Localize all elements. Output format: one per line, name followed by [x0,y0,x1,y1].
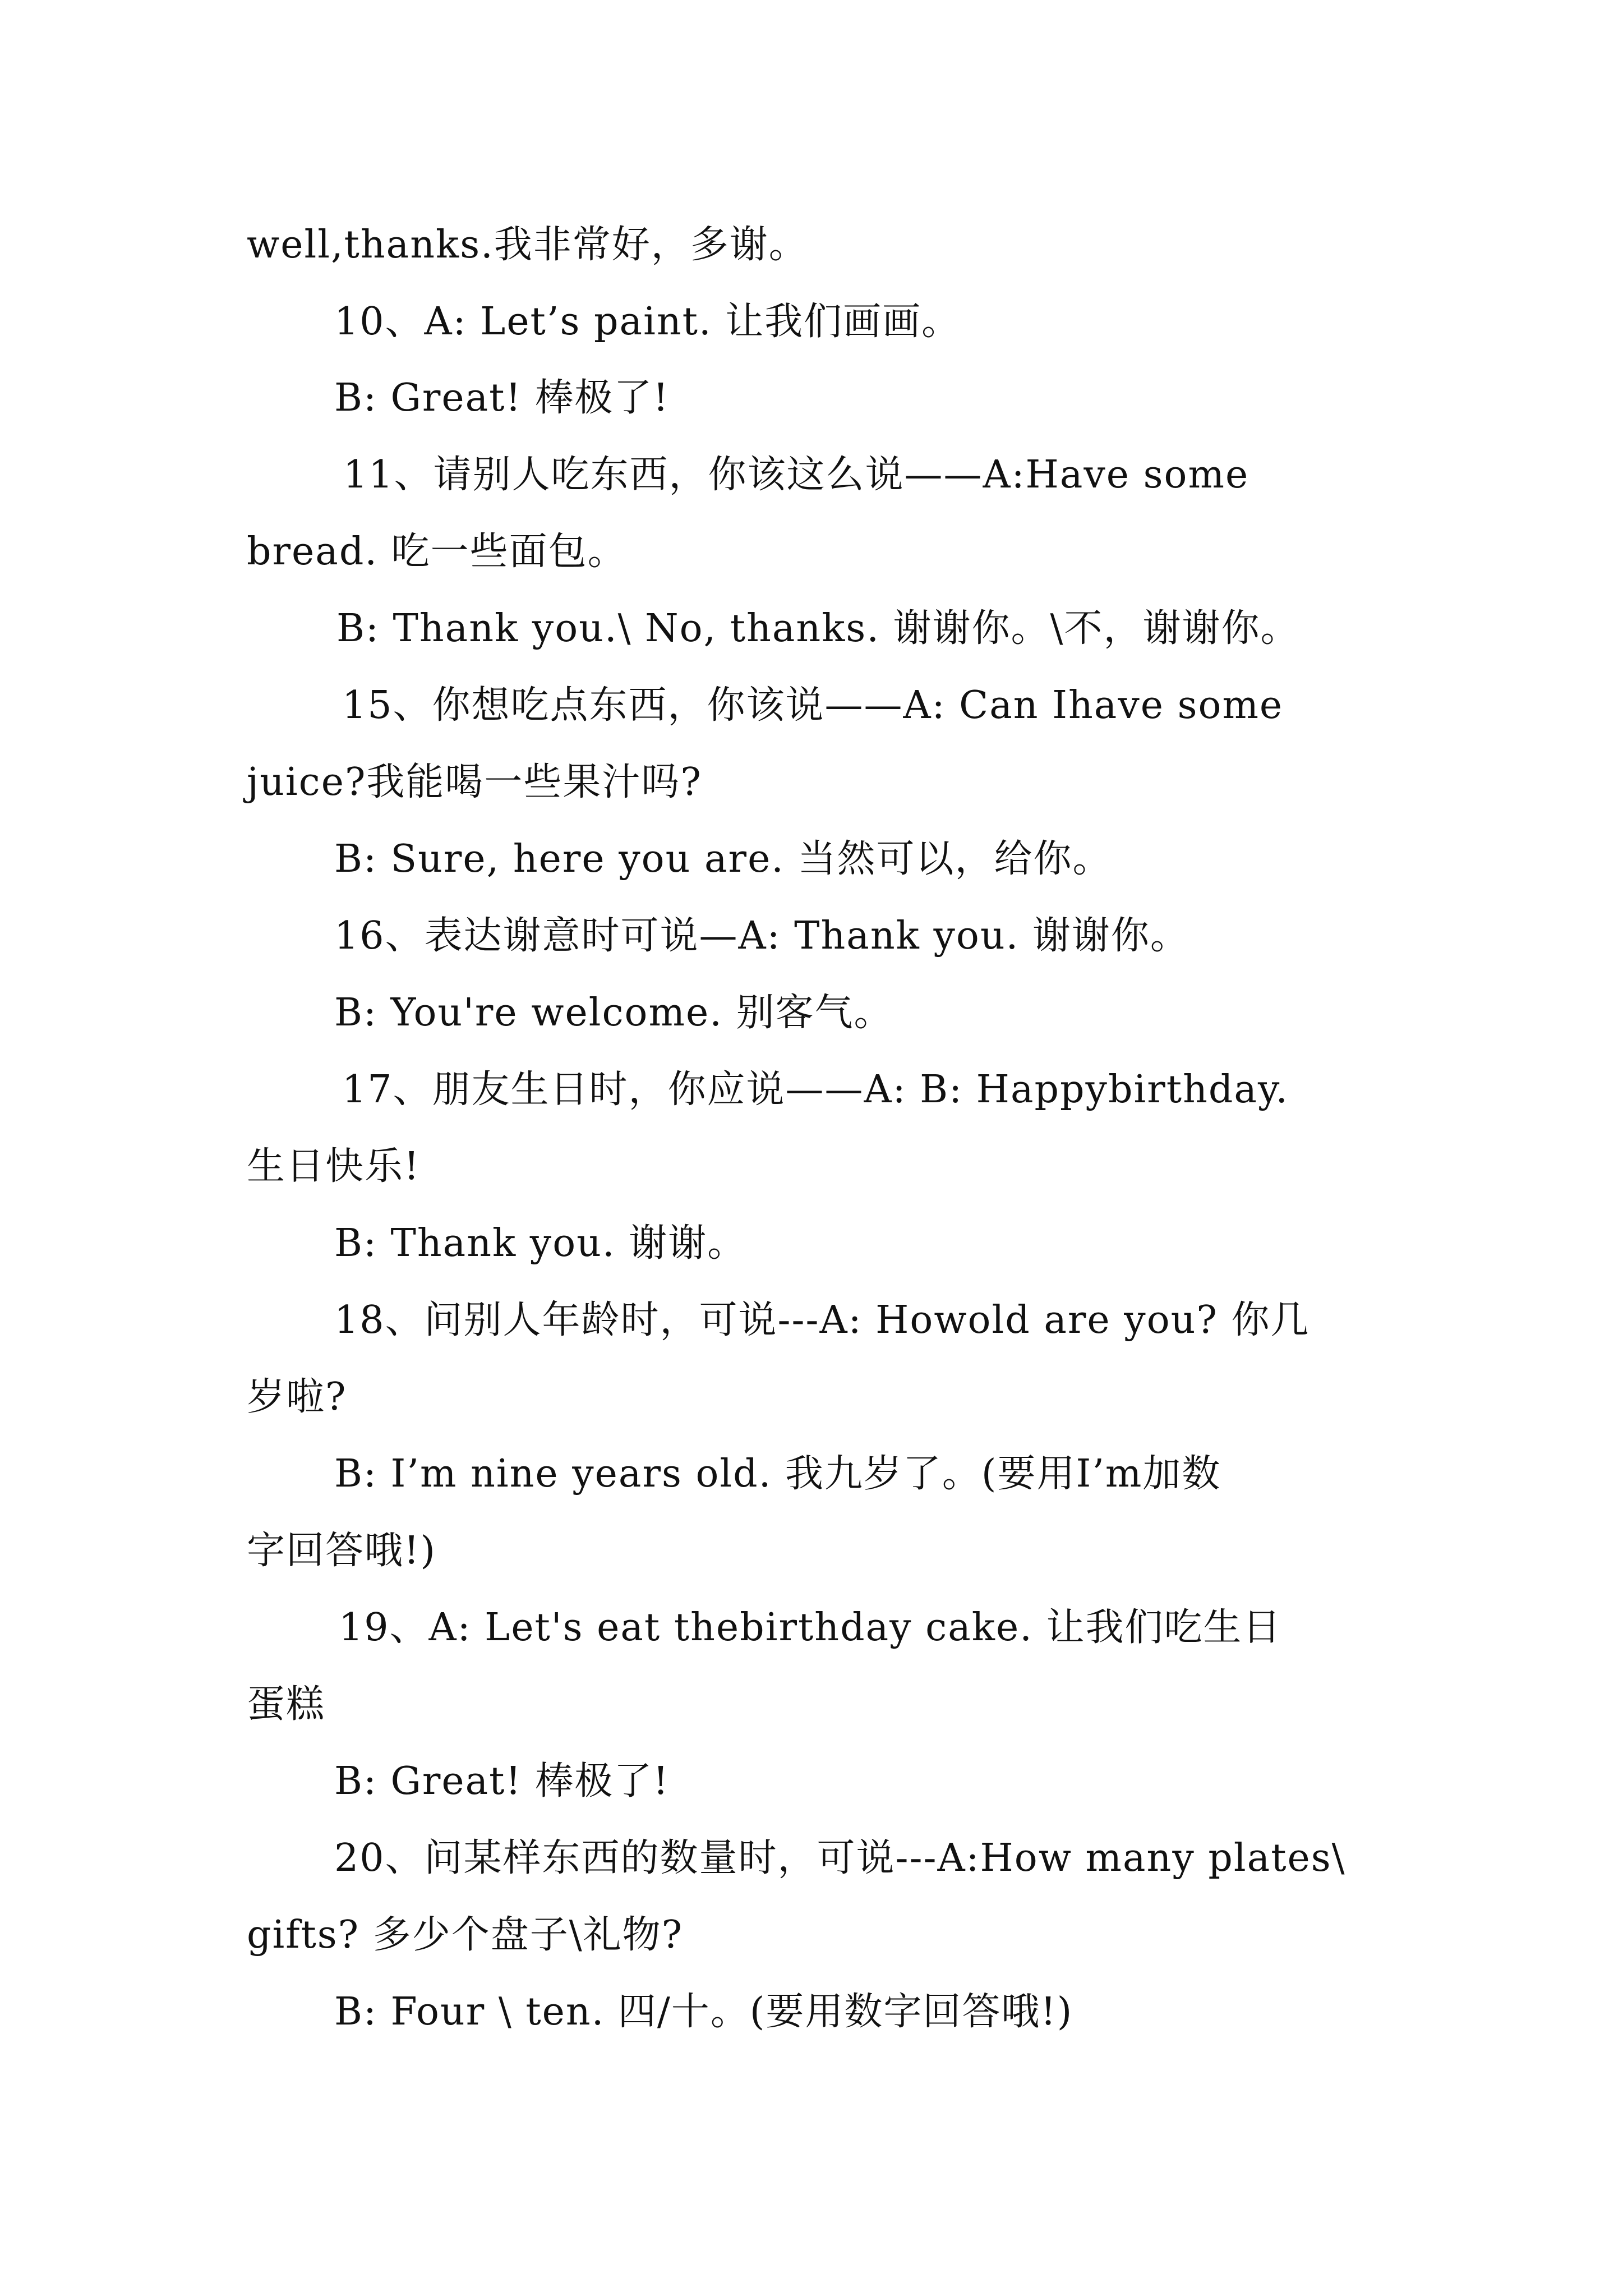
text-line: B: Great! 棒极了! [334,1759,670,1803]
text-line: well,thanks.我非常好，多谢。 [247,223,808,267]
text-line: 20、问某样东西的数量时，可说---A:How many plates\ [334,1836,1346,1880]
text-line: 18、问别人年龄时，可说---A: Howold are you? 你几 [334,1298,1310,1342]
text-line: 10、A: Let’s paint. 让我们画画。 [334,300,961,344]
text-line: gifts? 多少个盘子\礼物? [247,1913,684,1957]
text-line: B: Great! 棒极了! [334,376,670,420]
text-line: 岁啦? [247,1375,347,1419]
text-line: 蛋糕 [247,1682,326,1727]
text-line: 字回答哦!) [247,1529,436,1573]
text-line: juice?我能喝一些果汁吗? [247,760,702,804]
text-line: 17、朋友生日时，你应说——A: B: Happybirthday. [342,1068,1289,1112]
text-line: B: Four \ ten. 四/十。(要用数字回答哦!) [334,1990,1073,2034]
text-line: 11、请别人吃东西，你该这么说——A:Have some [343,453,1249,497]
text-line: B: I’m nine years old. 我九岁了。(要用I’m加数 [334,1452,1221,1496]
text-line: B: You're welcome. 别客气。 [334,991,893,1035]
text-line: 生日快乐! [247,1144,421,1189]
text-line: 16、表达谢意时可说—A: Thank you. 谢谢你。 [334,914,1189,958]
text-line: B: Thank you.\ No, thanks. 谢谢你。\不，谢谢你。 [336,606,1300,651]
text-line: 19、A: Let's eat thebirthday cake. 让我们吃生日 [339,1605,1282,1650]
text-line: B: Sure, here you are. 当然可以，给你。 [334,837,1112,881]
text-line: B: Thank you. 谢谢。 [334,1221,747,1266]
text-line: 15、你想吃点东西，你该说——A: Can Ihave some [342,683,1284,728]
text-line: bread. 吃一些面包。 [247,530,627,574]
